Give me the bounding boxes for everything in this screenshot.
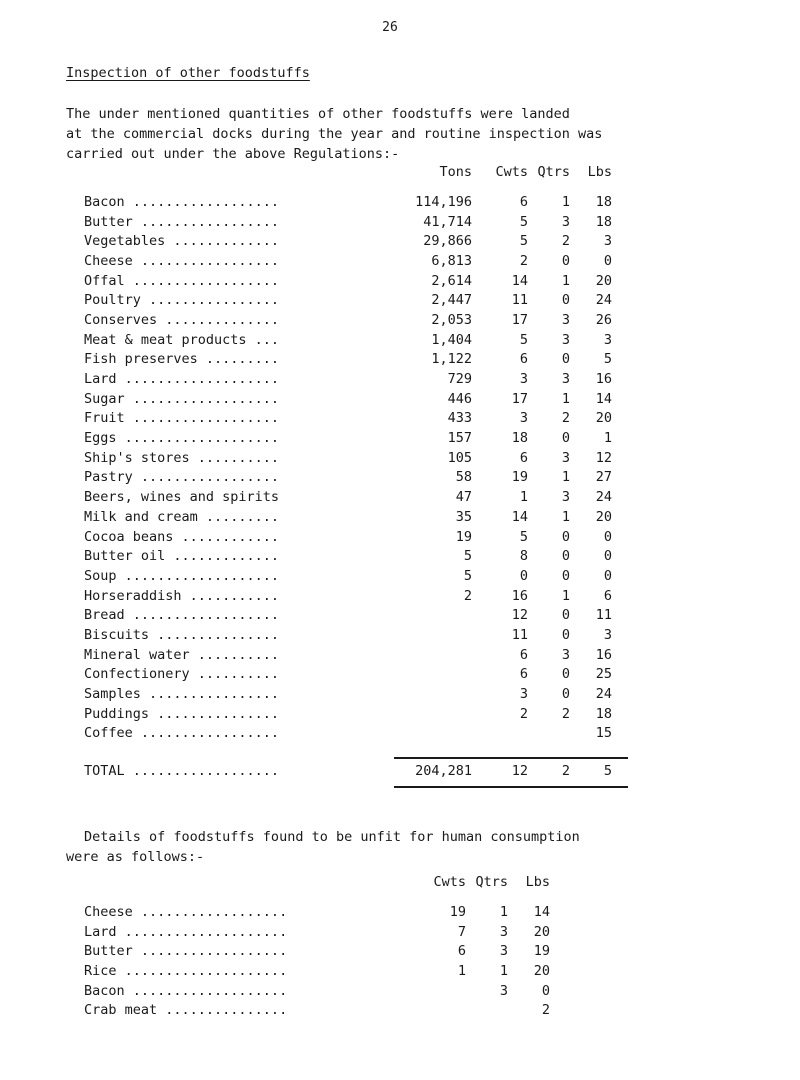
table-row	[84, 212, 612, 232]
cell-lbs: 24	[595, 292, 612, 309]
header-spacer	[84, 874, 406, 902]
cell-cwts: 6	[519, 666, 528, 683]
table-row	[84, 1000, 550, 1020]
landed-table-body	[84, 192, 612, 743]
cell-name: Vegetables .............	[84, 233, 280, 250]
cell-qtrs: 0	[561, 548, 570, 565]
cell-qtrs: 0	[561, 351, 570, 368]
cell-cwts: 5	[519, 213, 528, 230]
cell-name: Poultry ................	[84, 292, 280, 309]
cell-lbs: 16	[595, 371, 612, 388]
cell-cwts: 5	[519, 331, 528, 348]
cell-lbs: 20	[533, 923, 550, 940]
cell-tons: 6,813	[431, 252, 472, 269]
table-row	[84, 428, 612, 448]
cell-qtrs: 1	[561, 508, 570, 525]
cell-cwts: 5	[519, 233, 528, 250]
cell-cwts: 11	[511, 292, 528, 309]
cell-lbs: 18	[595, 705, 612, 722]
cell-qtrs	[528, 724, 570, 744]
cell-lbs: 0	[603, 548, 612, 565]
cell-qtrs: 0	[561, 567, 570, 584]
cell-lbs: 18	[595, 193, 612, 210]
cell-cwts: 18	[511, 430, 528, 447]
cell-qtrs: 0	[561, 666, 570, 683]
intro-paragraph	[66, 104, 746, 164]
cell-lbs: 5	[603, 351, 612, 368]
cell-tons: 5	[463, 567, 472, 584]
cell-lbs: 0	[603, 528, 612, 545]
cell-name: Confectionery ..........	[84, 666, 280, 683]
cell-cwts: 17	[511, 311, 528, 328]
cell-tons: 35	[455, 508, 472, 525]
cell-cwts	[472, 724, 528, 744]
cell-lbs: 14	[533, 903, 550, 920]
unfit-foodstuffs-table	[84, 874, 550, 1020]
cell-name: Samples ................	[84, 686, 280, 703]
cell-cwts: 1	[519, 489, 528, 506]
cell-qtrs: 0	[561, 292, 570, 309]
table-header-row	[84, 164, 612, 192]
cell-qtrs: 0	[561, 430, 570, 447]
cell-tons: 2,614	[431, 272, 472, 289]
cell-tons: 446	[447, 390, 472, 407]
table-row	[84, 231, 612, 251]
table-row	[84, 507, 612, 527]
cell-tons	[392, 645, 472, 665]
cell-cwts: 16	[511, 587, 528, 604]
cell-qtrs: 3	[561, 213, 570, 230]
header-qtrs: Qtrs	[537, 164, 570, 180]
cell-qtrs: 1	[561, 193, 570, 210]
cell-lbs: 0	[603, 567, 612, 584]
table-row	[84, 605, 612, 625]
cell-cwts: 2	[519, 705, 528, 722]
cell-name: Horseraddish ...........	[84, 587, 280, 604]
total-row	[84, 743, 612, 781]
cell-cwts: 17	[511, 390, 528, 407]
table-row	[84, 645, 612, 665]
table-row	[84, 902, 550, 922]
cell-name: Biscuits ...............	[84, 626, 280, 643]
cell-qtrs: 0	[561, 686, 570, 703]
cell-qtrs: 3	[561, 646, 570, 663]
cell-cwts: 12	[511, 607, 528, 624]
table-row	[84, 961, 550, 981]
cell-qtrs: 1	[499, 962, 508, 979]
cell-cwts: 14	[511, 508, 528, 525]
table-row	[84, 665, 612, 685]
cell-lbs: 16	[595, 646, 612, 663]
intro-line: at the commercial docks during the year and routine inspection was	[66, 126, 603, 142]
cell-name: Fish preserves .........	[84, 351, 280, 368]
cell-tons	[392, 625, 472, 645]
cell-lbs: 26	[595, 311, 612, 328]
cell-lbs: 0	[603, 252, 612, 269]
details-paragraph	[66, 827, 744, 867]
cell-name: Soup ...................	[84, 567, 280, 584]
table-row	[84, 724, 612, 744]
cell-tons: 19	[455, 528, 472, 545]
cell-qtrs: 3	[561, 489, 570, 506]
cell-cwts: 6	[519, 646, 528, 663]
cell-lbs: 25	[595, 666, 612, 683]
cell-name: Butter ..................	[84, 943, 288, 960]
cell-qtrs: 3	[499, 943, 508, 960]
section-title: Inspection of other foodstuffs	[66, 65, 310, 81]
cell-qtrs: 2	[561, 233, 570, 250]
cell-lbs: 12	[595, 449, 612, 466]
cell-qtrs: 3	[499, 923, 508, 940]
cell-lbs: 15	[595, 725, 612, 742]
cell-qtrs: 0	[561, 252, 570, 269]
cell-lbs: 6	[603, 587, 612, 604]
cell-qtrs: 3	[561, 449, 570, 466]
total-bottom-rule	[394, 786, 628, 788]
cell-qtrs: 3	[499, 982, 508, 999]
table-row	[84, 448, 612, 468]
cell-lbs: 0	[541, 982, 550, 999]
cell-name: Butter .................	[84, 213, 280, 230]
cell-qtrs: 1	[561, 587, 570, 604]
cell-cwts: 3	[519, 686, 528, 703]
cell-tons: 41,714	[423, 213, 472, 230]
cell-lbs: 19	[533, 943, 550, 960]
cell-name: Offal ..................	[84, 272, 280, 289]
cell-name: Cheese ..................	[84, 903, 288, 920]
header-lbs: Lbs	[587, 164, 612, 180]
total-lbs: 5	[603, 763, 612, 780]
cell-name: Crab meat ...............	[84, 1002, 288, 1019]
cell-cwts: 6	[519, 449, 528, 466]
cell-name: Rice ....................	[84, 962, 288, 979]
table-row	[84, 625, 612, 645]
cell-cwts: 5	[519, 528, 528, 545]
cell-name: Fruit ..................	[84, 410, 280, 427]
table-row	[84, 251, 612, 271]
cell-name: Bacon ...................	[84, 982, 288, 999]
cell-cwts: 6	[519, 351, 528, 368]
cell-lbs: 20	[595, 410, 612, 427]
cell-cwts: 6	[519, 193, 528, 210]
total-cwts: 12	[511, 763, 528, 780]
table-row	[84, 566, 612, 586]
table-row	[84, 290, 612, 310]
table-row	[84, 310, 612, 330]
cell-qtrs: 3	[561, 371, 570, 388]
intro-line: The under mentioned quantities of other foodstuffs were landed	[66, 106, 570, 122]
cell-lbs: 20	[595, 508, 612, 525]
cell-qtrs: 1	[561, 272, 570, 289]
cell-lbs: 3	[603, 331, 612, 348]
cell-tons: 47	[455, 489, 472, 506]
cell-cwts: 0	[519, 567, 528, 584]
cell-tons: 114,196	[415, 193, 472, 210]
cell-name: Mineral water ..........	[84, 646, 280, 663]
cell-lbs: 3	[603, 233, 612, 250]
header-cwts: Cwts	[495, 164, 528, 180]
cell-name: Conserves ..............	[84, 311, 280, 328]
cell-tons: 29,866	[423, 233, 472, 250]
cell-qtrs: 2	[561, 705, 570, 722]
cell-cwts: 1	[457, 962, 466, 979]
cell-qtrs: 2	[561, 410, 570, 427]
table-header-row	[84, 874, 550, 902]
cell-qtrs: 0	[561, 626, 570, 643]
cell-tons: 105	[447, 449, 472, 466]
table-row	[84, 369, 612, 389]
header-spacer	[84, 164, 392, 192]
table-row	[84, 527, 612, 547]
cell-qtrs: 0	[561, 607, 570, 624]
cell-lbs: 20	[595, 272, 612, 289]
cell-cwts: 7	[457, 923, 466, 940]
header-cwts: Cwts	[433, 874, 466, 890]
cell-cwts: 6	[457, 943, 466, 960]
cell-name: Eggs ...................	[84, 430, 280, 447]
cell-lbs: 24	[595, 686, 612, 703]
cell-name: Meat & meat products ...	[84, 331, 280, 348]
cell-cwts: 3	[519, 410, 528, 427]
table-row	[84, 330, 612, 350]
unfit-table-body	[84, 902, 550, 1020]
header-qtrs: Qtrs	[475, 874, 508, 890]
cell-name: Puddings ...............	[84, 705, 280, 722]
landed-foodstuffs-table	[84, 164, 612, 781]
cell-tons: 5	[463, 548, 472, 565]
cell-cwts: 11	[511, 626, 528, 643]
cell-name: Cocoa beans ............	[84, 528, 280, 545]
header-tons: Tons	[439, 164, 472, 180]
cell-lbs: 2	[541, 1002, 550, 1019]
table-row	[84, 389, 612, 409]
cell-lbs: 27	[595, 469, 612, 486]
details-line: were as follows:-	[66, 849, 205, 865]
cell-qtrs	[466, 1000, 508, 1020]
total-qtrs: 2	[561, 763, 570, 780]
cell-qtrs: 3	[561, 311, 570, 328]
table-row	[84, 468, 612, 488]
cell-lbs: 20	[533, 962, 550, 979]
cell-tons	[392, 665, 472, 685]
cell-cwts	[406, 1000, 466, 1020]
table-row	[84, 546, 612, 566]
cell-qtrs: 3	[561, 331, 570, 348]
cell-tons: 2,447	[431, 292, 472, 309]
cell-tons: 58	[455, 469, 472, 486]
cell-lbs: 11	[595, 607, 612, 624]
table-row	[84, 586, 612, 606]
table-row	[84, 922, 550, 942]
cell-lbs: 3	[603, 626, 612, 643]
cell-tons: 2,053	[431, 311, 472, 328]
cell-name: Butter oil .............	[84, 548, 280, 565]
cell-tons: 1,122	[431, 351, 472, 368]
cell-cwts: 19	[511, 469, 528, 486]
total-tons: 204,281	[415, 763, 472, 780]
table-row	[84, 981, 550, 1001]
cell-cwts: 8	[519, 548, 528, 565]
table-row	[84, 350, 612, 370]
cell-cwts: 2	[519, 252, 528, 269]
cell-tons	[392, 684, 472, 704]
cell-tons: 729	[447, 371, 472, 388]
cell-lbs: 14	[595, 390, 612, 407]
cell-cwts: 19	[449, 903, 466, 920]
table-row	[84, 704, 612, 724]
cell-name: Coffee .................	[84, 725, 280, 742]
cell-tons: 1,404	[431, 331, 472, 348]
header-lbs: Lbs	[525, 874, 550, 890]
cell-name: Beers, wines and spirits	[84, 489, 280, 506]
cell-name: Pastry .................	[84, 469, 280, 486]
cell-cwts: 14	[511, 272, 528, 289]
details-line: Details of foodstuffs found to be unfit for human consumption	[84, 829, 580, 845]
cell-qtrs: 1	[561, 469, 570, 486]
cell-name: Ship's stores ..........	[84, 449, 280, 466]
cell-lbs: 18	[595, 213, 612, 230]
cell-lbs: 1	[603, 430, 612, 447]
cell-tons	[392, 605, 472, 625]
table-row	[84, 941, 550, 961]
intro-line: carried out under the above Regulations:-	[66, 146, 400, 162]
cell-name: Bread ..................	[84, 607, 280, 624]
cell-tons: 433	[447, 410, 472, 427]
cell-name: Milk and cream .........	[84, 508, 280, 525]
cell-tons: 2	[463, 587, 472, 604]
cell-name: Bacon ..................	[84, 193, 280, 210]
total-label: TOTAL ..................	[84, 763, 280, 780]
page-number: 26	[382, 20, 398, 35]
table-row	[84, 192, 612, 212]
cell-qtrs: 0	[561, 528, 570, 545]
table-row	[84, 684, 612, 704]
cell-tons: 157	[447, 430, 472, 447]
cell-cwts	[406, 981, 466, 1001]
table-row	[84, 487, 612, 507]
cell-name: Cheese .................	[84, 252, 280, 269]
cell-lbs: 24	[595, 489, 612, 506]
cell-name: Lard ...................	[84, 371, 280, 388]
cell-name: Sugar ..................	[84, 390, 280, 407]
cell-tons	[392, 724, 472, 744]
total-top-rule	[394, 757, 628, 759]
table-row	[84, 409, 612, 429]
table-row	[84, 271, 612, 291]
cell-name: Lard ....................	[84, 923, 288, 940]
cell-tons	[392, 704, 472, 724]
cell-qtrs: 1	[561, 390, 570, 407]
cell-cwts: 3	[519, 371, 528, 388]
cell-qtrs: 1	[499, 903, 508, 920]
